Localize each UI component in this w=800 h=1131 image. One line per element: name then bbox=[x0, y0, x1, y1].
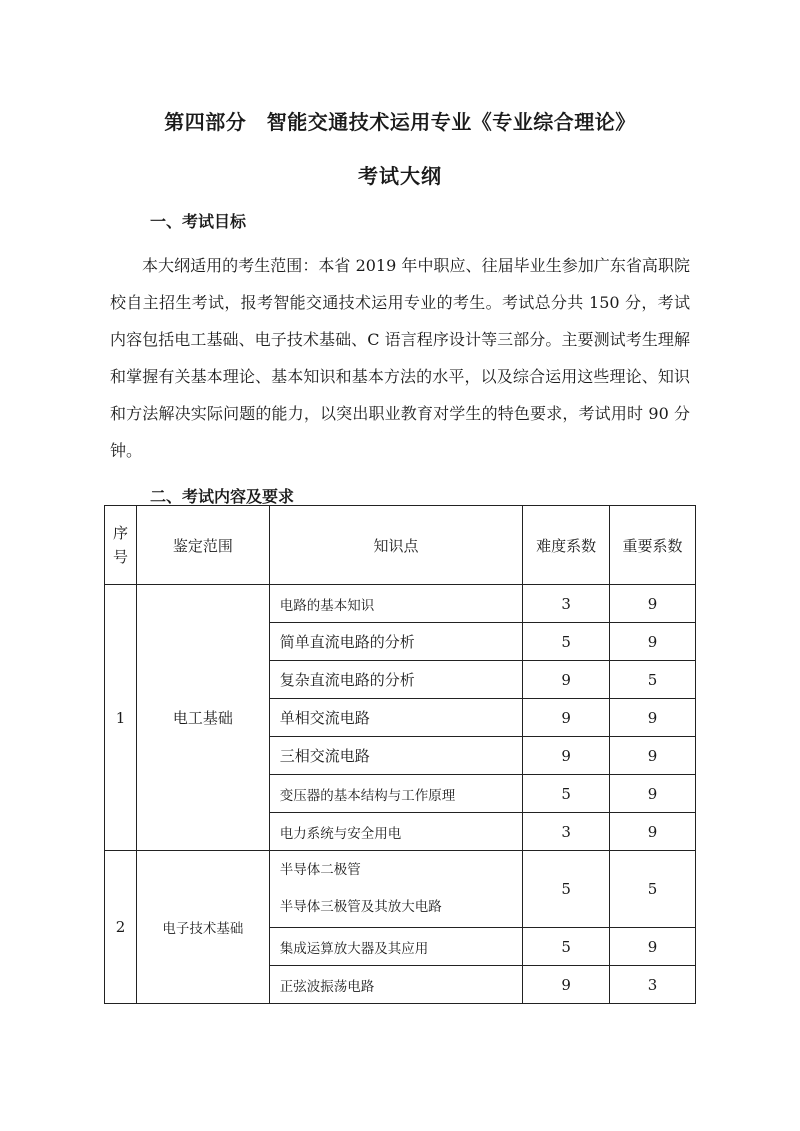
header-importance: 重要系数 bbox=[610, 506, 696, 585]
header-scope: 鉴定范围 bbox=[136, 506, 269, 585]
knowledge-cell: 电路的基本知识 bbox=[269, 585, 523, 623]
difficulty-cell: 9 bbox=[523, 661, 610, 699]
document-title: 第四部分 智能交通技术运用专业《专业综合理论》 bbox=[164, 110, 636, 134]
importance-cell: 9 bbox=[610, 585, 696, 623]
difficulty-cell: 9 bbox=[523, 966, 610, 1004]
header-knowledge: 知识点 bbox=[269, 506, 523, 585]
importance-cell: 3 bbox=[610, 966, 696, 1004]
importance-cell: 9 bbox=[610, 737, 696, 775]
section-heading-content: 二、考试内容及要求 bbox=[150, 487, 295, 506]
header-serial: 序 号 bbox=[105, 506, 137, 585]
importance-cell: 9 bbox=[610, 928, 696, 966]
importance-cell: 9 bbox=[610, 699, 696, 737]
document-subtitle: 考试大纲 bbox=[358, 164, 442, 188]
difficulty-cell: 3 bbox=[523, 813, 610, 851]
knowledge-cell: 简单直流电路的分析 bbox=[269, 623, 523, 661]
importance-cell: 9 bbox=[610, 813, 696, 851]
group-serial: 1 bbox=[105, 585, 137, 851]
difficulty-cell: 3 bbox=[523, 585, 610, 623]
table-row bbox=[105, 585, 696, 623]
knowledge-cell: 单相交流电路 bbox=[269, 699, 523, 737]
knowledge-cell: 复杂直流电路的分析 bbox=[269, 661, 523, 699]
knowledge-cell bbox=[269, 851, 523, 928]
group-scope: 电工基础 bbox=[136, 585, 269, 851]
group-serial: 2 bbox=[105, 851, 137, 1004]
difficulty-cell: 5 bbox=[523, 928, 610, 966]
difficulty-cell: 5 bbox=[523, 623, 610, 661]
knowledge-cell: 电力系统与安全用电 bbox=[269, 813, 523, 851]
header-difficulty: 难度系数 bbox=[523, 506, 610, 585]
knowledge-line: 半导体三极管及其放大电路 bbox=[279, 899, 442, 915]
knowledge-cell: 三相交流电路 bbox=[269, 737, 523, 775]
objective-paragraph bbox=[110, 247, 690, 469]
table-header-row bbox=[105, 506, 696, 585]
syllabus-table bbox=[104, 505, 696, 1004]
importance-cell: 9 bbox=[610, 623, 696, 661]
difficulty-cell: 9 bbox=[523, 699, 610, 737]
importance-cell: 5 bbox=[610, 851, 696, 928]
knowledge-cell: 变压器的基本结构与工作原理 bbox=[269, 775, 523, 813]
section-heading-objective: 一、考试目标 bbox=[150, 212, 247, 231]
objective-text: 本大纲适用的考生范围：本省 2019 年中职应、往届毕业生参加广东省高职院校自主招生考试，报考智能交通技术运用专业的考生。考试总分共 150 分，考试内容包括电工基础、电子技术基础、C 语言程序设计等三部分。主要测试考生理解和掌握有关基本理论、基本知识和基本方法的水平，以及综合运用这些理论、知识和方法解决实际问题的能力，以突出职业教育对学生的特色要求，考试用时 90 分钟。 bbox=[110, 256, 690, 460]
group-scope: 电子技术基础 bbox=[136, 851, 269, 1004]
knowledge-cell: 集成运算放大器及其应用 bbox=[269, 928, 523, 966]
knowledge-line: 半导体二极管 bbox=[279, 862, 361, 878]
importance-cell: 9 bbox=[610, 775, 696, 813]
difficulty-cell: 9 bbox=[523, 737, 610, 775]
table-row bbox=[105, 851, 696, 928]
knowledge-cell: 正弦波振荡电路 bbox=[269, 966, 523, 1004]
difficulty-cell: 5 bbox=[523, 851, 610, 928]
importance-cell: 5 bbox=[610, 661, 696, 699]
difficulty-cell: 5 bbox=[523, 775, 610, 813]
